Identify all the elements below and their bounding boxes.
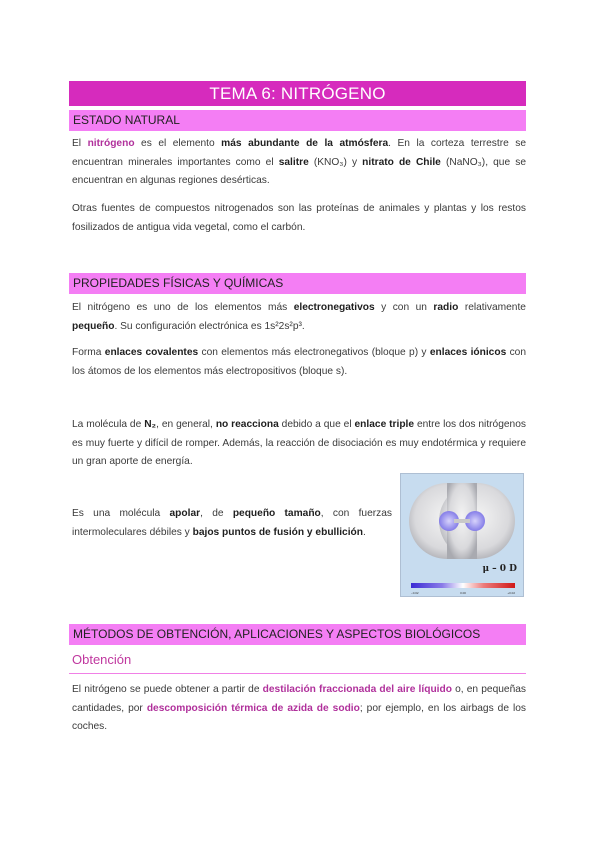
paragraph-properties-1: El nitrógeno es uno de los elementos más electronegativos y con un radio relativamente pequeño. Su configuración electrónica es 1s²2s²p³. bbox=[72, 302, 526, 332]
paragraph-properties-3: La molécula de N₂, en general, no reacciona debido a que el enlace triple entre los dos nitrógenos es muy fuerte y difícil de romper. Además, la reacción de disociación es muy endotérmica y requiere un gran aporte de energía. bbox=[72, 419, 526, 467]
paragraph-natural-1: El nitrógeno es el elemento más abundante de la atmósfera. En la corteza terrestre se encuentran minerales importantes como el salitre (KNO₃) y nitrato de Chile (NaNO₃), que se encuentran en algunas regiones desérticas. bbox=[72, 138, 527, 186]
section-heading-properties: PROPIEDADES FÍSICAS Y QUÍMICAS bbox=[69, 273, 526, 294]
paragraph-natural-2: Otras fuentes de compuestos nitrogenados son las proteínas de animales y plantas y los restos fosilizados de antigua vida vegetal, como el carbón. bbox=[72, 203, 526, 233]
color-scale-labels: −0.02 0.00 +0.02 bbox=[411, 591, 515, 595]
n2-molecule-icon bbox=[401, 474, 523, 596]
n2-electrostatic-potential-figure bbox=[400, 473, 524, 597]
subheading-divider bbox=[69, 673, 526, 674]
potential-color-scale bbox=[411, 583, 515, 588]
section-heading-methods: MÉTODOS DE OBTENCIÓN, APLICACIONES Y ASPECTOS BIOLÓGICOS bbox=[69, 624, 526, 645]
paragraph-methods-1: El nitrógeno se puede obtener a partir de destilación fraccionada del aire líquido o, en pequeñas cantidades, por descomposición térmica de azida de sodio; por ejemplo, en los airbags de los coches. bbox=[72, 684, 527, 732]
page-title: TEMA 6: NITRÓGENO bbox=[69, 81, 526, 106]
paragraph-properties-4: Es una molécula apolar, de pequeño tamaño, con fuerzas intermoleculares débiles y bajos puntos de fusión y ebullición. bbox=[72, 508, 393, 538]
section-heading-natural: ESTADO NATURAL bbox=[69, 110, 526, 131]
paragraph-properties-2: Forma enlaces covalentes con elementos más electronegativos (bloque p) y enlaces iónicos con los átomos de los elementos más electropositivos (bloque s). bbox=[72, 347, 527, 377]
dipole-moment-label: μ – 0 D bbox=[482, 564, 517, 574]
subheading-obtencion: Obtención bbox=[72, 652, 132, 667]
